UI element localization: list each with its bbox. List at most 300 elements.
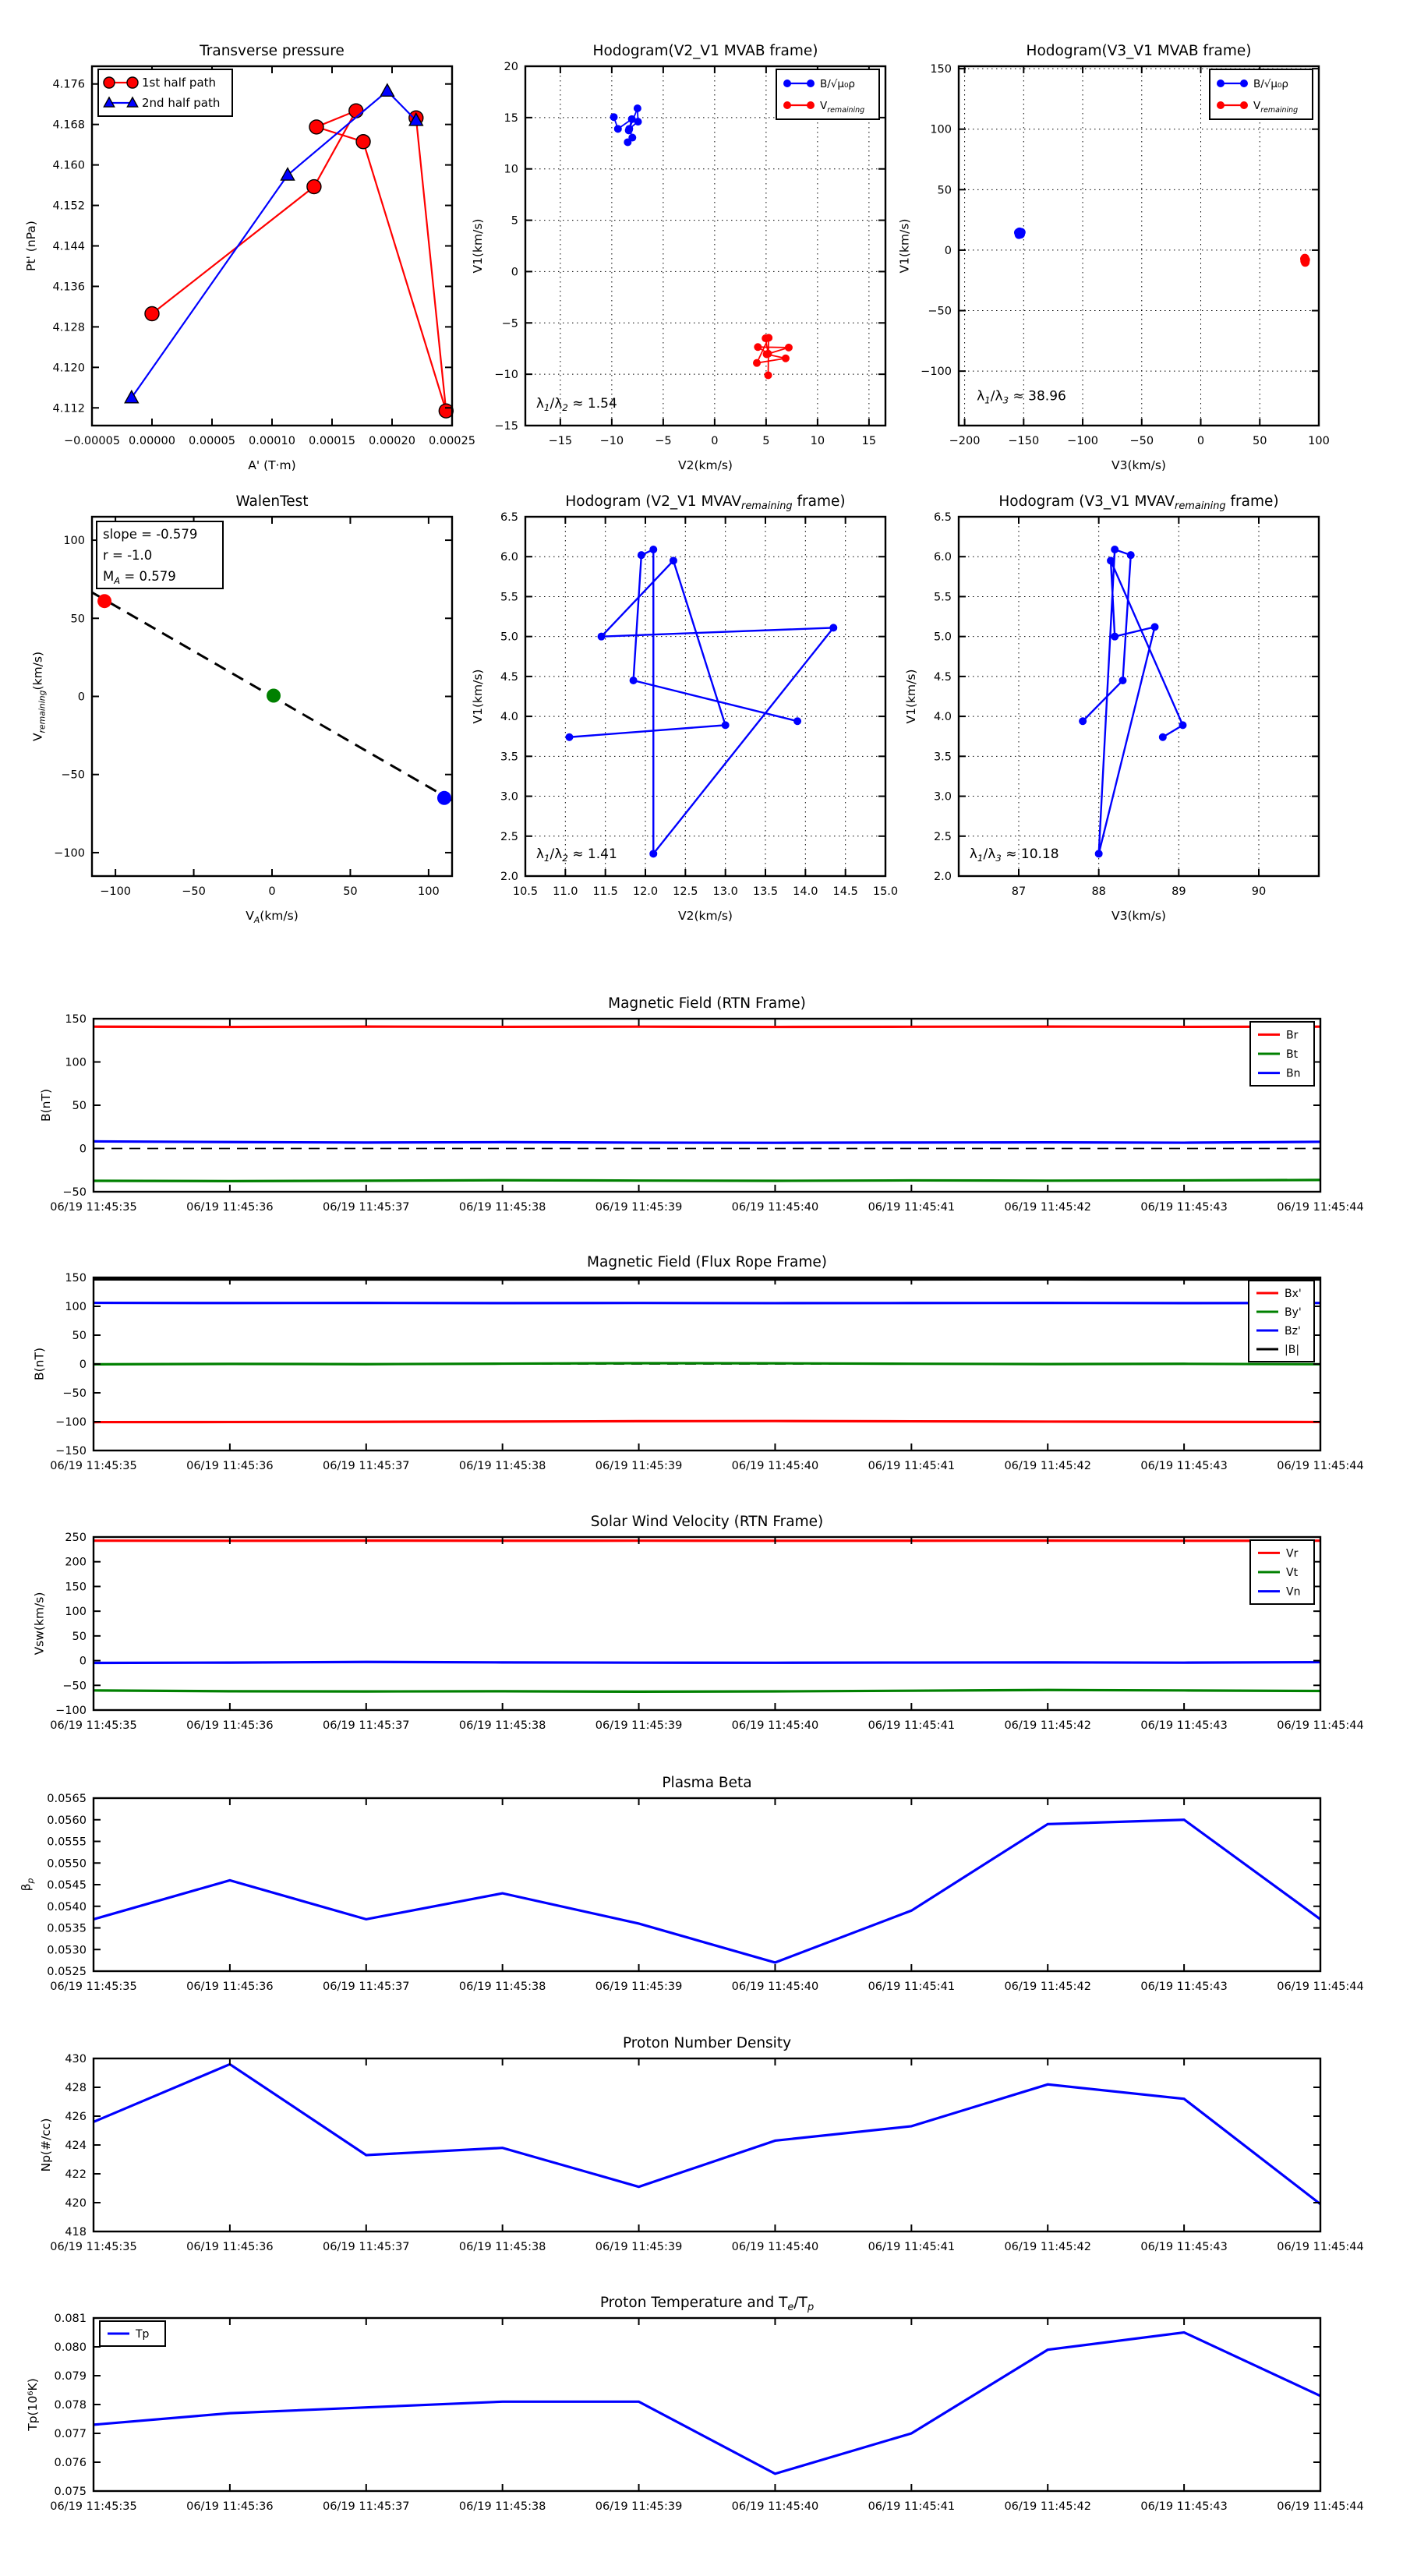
x-tick-label: 06/19 11:45:41 (868, 1460, 956, 1472)
y-tick-label: 422 (65, 2168, 87, 2181)
annotation: $\lambda_1/\lambda_2 \approx 1.54$ (536, 396, 617, 413)
y-tick-label: 0.0565 (47, 1793, 87, 1805)
x-tick-label: 06/19 11:45:44 (1277, 1719, 1364, 1732)
x-axis-label: V2(km/s) (678, 909, 733, 923)
x-tick-label: 15.0 (873, 885, 898, 898)
y-tick-label: 5.5 (934, 591, 952, 603)
panel-title: Magnetic Field (Flux Rope Frame) (587, 1254, 827, 1270)
y-tick-label: 0.081 (54, 2313, 87, 2325)
legend (776, 69, 879, 119)
y-tick-label: 4.120 (52, 362, 85, 374)
series-v2v1-path-marker (638, 551, 645, 559)
series-v2v1-path-marker (565, 733, 573, 741)
y-tick-label: 5.0 (500, 631, 518, 644)
y-axis-label: B(nT) (39, 1089, 53, 1122)
y-tick-label: 5 (511, 215, 518, 228)
x-axis-label: A' (T·m) (248, 458, 295, 472)
y-tick-label: 50 (72, 1100, 87, 1112)
x-tick-label: 06/19 11:45:39 (595, 1981, 683, 1993)
series-v2v1-path-marker (670, 557, 677, 564)
y-axis-label: Tp(10⁶K) (26, 2378, 40, 2432)
x-tick-label: 06/19 11:45:38 (459, 1460, 546, 1472)
y-tick-label: 6.0 (934, 551, 952, 564)
series-B-over-sqrt-mu0rho-marker (624, 138, 631, 146)
series-B-over-sqrt-mu0rho-marker (625, 125, 633, 133)
y-tick-label: 5.5 (500, 591, 518, 603)
y-tick-label: 50 (72, 1330, 87, 1342)
y-tick-label: 3.5 (500, 751, 518, 763)
legend-sample-marker (783, 101, 791, 109)
y-tick-label: 4.144 (52, 241, 85, 253)
x-tick-label: 100 (1308, 435, 1330, 447)
y-tick-label: 5.0 (934, 631, 952, 644)
x-tick-label: 06/19 11:45:39 (595, 1460, 683, 1472)
legend-entry-label: B/√μ₀ρ (1253, 78, 1288, 90)
x-tick-label: 06/19 11:45:44 (1277, 2241, 1364, 2253)
y-tick-label: 4.160 (52, 160, 85, 172)
series-v2v1-path-marker (598, 633, 606, 641)
x-axis-label: V3(km/s) (1111, 909, 1166, 923)
y-tick-label: 3.0 (934, 791, 952, 804)
x-tick-label: 06/19 11:45:36 (186, 2241, 274, 2253)
series-v3v1-path-marker (1127, 551, 1135, 559)
x-tick-label: 0.00005 (189, 435, 235, 447)
x-tick-label: 06/19 11:45:35 (50, 1460, 137, 1472)
x-tick-label: −50 (182, 885, 206, 898)
x-tick-label: 06/19 11:45:37 (323, 2241, 410, 2253)
x-tick-label: 06/19 11:45:42 (1004, 1460, 1091, 1472)
y-tick-label: 426 (65, 2111, 87, 2123)
x-tick-label: 06/19 11:45:44 (1277, 2500, 1364, 2513)
y-tick-label: 20 (504, 61, 518, 73)
x-tick-label: 06/19 11:45:40 (732, 2241, 819, 2253)
legend (100, 2321, 165, 2346)
x-tick-label: 06/19 11:45:36 (186, 2500, 274, 2513)
x-tick-label: 0.00000 (129, 435, 175, 447)
legend-sample-marker (1217, 80, 1225, 87)
x-tick-label: 06/19 11:45:38 (459, 2500, 546, 2513)
series-By' (94, 1363, 1320, 1364)
y-tick-label: 0 (78, 691, 85, 704)
y-tick-label: 0.0555 (47, 1836, 87, 1849)
series-1st half path-marker (309, 120, 323, 134)
y-tick-label: 420 (65, 2197, 87, 2210)
y-axis-label: $\beta_p$ (19, 1878, 35, 1891)
x-tick-label: 06/19 11:45:36 (186, 1719, 274, 1732)
x-tick-label: 0.00015 (309, 435, 355, 447)
y-axis-label: Vsw(km/s) (33, 1592, 47, 1655)
y-tick-label: 0.075 (54, 2486, 87, 2498)
y-tick-label: −50 (62, 1387, 87, 1400)
y-tick-label: −100 (54, 847, 85, 860)
series-1st half path-marker (439, 404, 453, 418)
legend-sample-marker (1240, 80, 1248, 87)
series-B-over-sqrt-mu0rho-marker (1016, 229, 1025, 238)
y-tick-label: 4.128 (52, 321, 85, 334)
y-tick-label: 10 (504, 164, 518, 176)
y-tick-label: 4.5 (934, 671, 952, 684)
legend-entry-label: Br (1286, 1029, 1299, 1041)
y-axis-label: V1(km/s) (904, 670, 918, 724)
series-1st half path-marker (349, 104, 363, 118)
x-tick-label: 15 (862, 435, 876, 447)
legend-entry-label: Bz' (1285, 1325, 1301, 1337)
y-tick-label: −50 (928, 306, 952, 318)
x-tick-label: 06/19 11:45:43 (1140, 1460, 1228, 1472)
legend-entry-label: $V_{remaining}$ (820, 100, 864, 115)
y-tick-label: −50 (61, 769, 85, 782)
y-tick-label: 150 (65, 1581, 87, 1593)
y-tick-label: 250 (65, 1532, 87, 1544)
y-tick-label: 200 (65, 1557, 87, 1569)
x-tick-label: −100 (100, 885, 131, 898)
legend-sample-marker (1240, 101, 1248, 109)
legend (1250, 1022, 1314, 1086)
x-tick-label: 50 (343, 885, 357, 898)
x-tick-label: −10 (600, 435, 624, 447)
x-tick-label: 13.0 (713, 885, 738, 898)
y-axis-label: V1(km/s) (471, 219, 485, 274)
y-tick-label: 0.0540 (47, 1901, 87, 1913)
x-tick-label: 06/19 11:45:39 (595, 1719, 683, 1732)
series-B-over-sqrt-mu0rho-marker (634, 118, 642, 125)
series-V-remaining-marker (785, 344, 793, 352)
x-tick-label: 06/19 11:45:37 (323, 1981, 410, 1993)
y-tick-label: 15 (504, 112, 518, 125)
x-tick-label: 06/19 11:45:44 (1277, 1201, 1364, 1214)
series-B-over-sqrt-mu0rho-marker (614, 125, 622, 133)
legend-sample-marker (1217, 101, 1225, 109)
legend-sample-marker (127, 77, 138, 88)
y-tick-label: 2.0 (934, 871, 952, 883)
y-tick-label: 4.152 (52, 200, 85, 213)
x-tick-label: 14.5 (833, 885, 858, 898)
x-tick-label: 87 (1012, 885, 1026, 898)
series-v3v1-path-marker (1107, 557, 1115, 564)
legend-entry-label: B/√μ₀ρ (820, 78, 855, 90)
y-tick-label: 3.0 (500, 791, 518, 804)
info-box-line: $M_A = 0.579$ (103, 569, 176, 586)
series-v2v1-path-marker (829, 624, 837, 631)
series-v2v1-path-marker (649, 546, 657, 553)
series-Bx' (94, 1421, 1320, 1422)
series-v3v1-path-marker (1179, 721, 1186, 729)
x-tick-label: 06/19 11:45:39 (595, 2241, 683, 2253)
y-tick-label: 100 (65, 1057, 87, 1069)
y-tick-label: 428 (65, 2082, 87, 2094)
x-tick-label: 06/19 11:45:43 (1140, 2241, 1228, 2253)
x-tick-label: 06/19 11:45:42 (1004, 2500, 1091, 2513)
x-tick-label: 06/19 11:45:41 (868, 1981, 956, 1993)
x-tick-label: 06/19 11:45:35 (50, 2241, 137, 2253)
x-tick-label: 06/19 11:45:38 (459, 2241, 546, 2253)
y-tick-label: −10 (494, 369, 518, 381)
y-tick-label: 100 (65, 1301, 87, 1313)
panel-title: Proton Number Density (623, 2035, 791, 2051)
y-tick-label: 0.0525 (47, 1966, 87, 1978)
legend-entry-label: By' (1285, 1306, 1302, 1319)
x-tick-label: 06/19 11:45:44 (1277, 1460, 1364, 1472)
y-tick-label: 0.078 (54, 2399, 87, 2412)
x-tick-label: 06/19 11:45:40 (732, 1981, 819, 1993)
y-tick-label: 0.080 (54, 2341, 87, 2354)
legend-entry-label: 2nd half path (142, 96, 220, 110)
x-tick-label: 10 (811, 435, 825, 447)
x-tick-label: 06/19 11:45:43 (1140, 1201, 1228, 1214)
series-V-remaining-marker (782, 355, 790, 362)
x-tick-label: 06/19 11:45:35 (50, 1981, 137, 1993)
panel-title: Solar Wind Velocity (RTN Frame) (591, 1514, 823, 1530)
annotation: $\lambda_1/\lambda_3 \approx 10.18$ (970, 846, 1059, 864)
series-point-2nd-half-marker (437, 791, 451, 805)
x-tick-label: 88 (1091, 885, 1105, 898)
series-Bn (94, 1141, 1320, 1143)
series-v3v1-path-marker (1111, 633, 1119, 641)
x-tick-label: 06/19 11:45:43 (1140, 1719, 1228, 1732)
series-V-remaining-marker (753, 359, 761, 367)
y-tick-label: 3.5 (934, 751, 952, 763)
y-tick-label: 6.5 (934, 511, 952, 524)
y-tick-label: 50 (72, 1631, 87, 1643)
legend-entry-label: Bn (1286, 1068, 1300, 1080)
legend (1210, 69, 1313, 119)
x-tick-label: 06/19 11:45:43 (1140, 2500, 1228, 2513)
x-tick-label: 06/19 11:45:42 (1004, 2241, 1091, 2253)
y-tick-label: 0 (945, 245, 952, 257)
legend (1249, 1281, 1314, 1362)
x-tick-label: 06/19 11:45:41 (868, 1201, 956, 1214)
y-tick-label: 2.5 (934, 831, 952, 843)
y-tick-label: 0.0550 (47, 1857, 87, 1870)
legend-entry-label: Tp (135, 2328, 150, 2341)
x-tick-label: 06/19 11:45:37 (323, 2500, 410, 2513)
x-axis-label: V3(km/s) (1111, 458, 1166, 472)
x-tick-label: 06/19 11:45:43 (1140, 1981, 1228, 1993)
legend-entry-label: Bt (1286, 1048, 1299, 1061)
y-axis-label: Np(#/cc) (39, 2118, 53, 2172)
panel-title: Hodogram(V2_V1 MVAB frame) (593, 43, 818, 59)
y-tick-label: 150 (930, 63, 952, 76)
x-tick-label: −0.00005 (64, 435, 120, 447)
x-tick-label: 06/19 11:45:38 (459, 1981, 546, 1993)
y-tick-label: 0 (511, 266, 518, 278)
x-tick-label: 06/19 11:45:44 (1277, 1981, 1364, 1993)
y-tick-label: 4.5 (500, 671, 518, 684)
series-point-1st-half-marker (97, 594, 111, 608)
x-tick-label: 06/19 11:45:42 (1004, 1981, 1091, 1993)
series-v2v1-path-marker (630, 677, 638, 684)
x-tick-label: 06/19 11:45:41 (868, 1719, 956, 1732)
panel-title: Plasma Beta (662, 1775, 751, 1791)
series-v3v1-path-marker (1095, 850, 1103, 857)
y-tick-label: 100 (63, 535, 85, 547)
x-tick-label: 10.5 (513, 885, 538, 898)
y-tick-label: −150 (55, 1445, 87, 1458)
series-B-over-sqrt-mu0rho-marker (610, 113, 618, 121)
x-tick-label: 06/19 11:45:37 (323, 1201, 410, 1214)
info-box-line: slope = -0.579 (103, 527, 197, 542)
series-1st half path-marker (307, 180, 321, 194)
x-tick-label: −100 (1067, 435, 1098, 447)
y-tick-label: 0.0535 (47, 1923, 87, 1935)
y-tick-label: 100 (930, 124, 952, 136)
legend-entry-label: Vn (1286, 1586, 1300, 1599)
y-axis-label: V1(km/s) (471, 670, 485, 724)
x-tick-label: 11.0 (553, 885, 578, 898)
series-v3v1-path-marker (1079, 717, 1087, 725)
series-v3v1-path-marker (1111, 546, 1119, 553)
y-tick-label: −100 (55, 1705, 87, 1717)
x-tick-label: 06/19 11:45:35 (50, 2500, 137, 2513)
legend-sample-marker (783, 80, 791, 87)
x-tick-label: −200 (949, 435, 981, 447)
x-tick-label: 89 (1172, 885, 1186, 898)
series-v2v1-path-marker (649, 850, 657, 857)
y-tick-label: 4.0 (934, 711, 952, 723)
y-tick-label: 0.077 (54, 2428, 87, 2440)
x-tick-label: 14.0 (793, 885, 818, 898)
y-tick-label: 4.0 (500, 711, 518, 723)
y-tick-label: 50 (71, 613, 85, 625)
legend-sample-marker (807, 101, 815, 109)
y-tick-label: 430 (65, 2053, 87, 2065)
y-tick-label: 0 (80, 1359, 87, 1371)
legend-entry-label: |B| (1285, 1344, 1299, 1356)
x-tick-label: 0 (711, 435, 718, 447)
panel-title: WalenTest (235, 493, 308, 510)
y-tick-label: 0.0530 (47, 1944, 87, 1956)
series-Vn (94, 1662, 1320, 1663)
y-tick-label: −15 (494, 420, 518, 433)
y-tick-label: 50 (938, 184, 952, 196)
x-tick-label: 06/19 11:45:40 (732, 2500, 819, 2513)
legend (98, 69, 232, 116)
series-Bt (94, 1180, 1320, 1181)
x-tick-label: 0.00025 (429, 435, 475, 447)
x-tick-label: −50 (1129, 435, 1154, 447)
legend-entry-label: Bx' (1285, 1288, 1302, 1300)
y-tick-label: 150 (65, 1272, 87, 1284)
x-tick-label: 100 (418, 885, 440, 898)
x-tick-label: 11.5 (593, 885, 618, 898)
x-tick-label: 06/19 11:45:42 (1004, 1201, 1091, 1214)
y-tick-label: −100 (921, 366, 952, 378)
y-tick-label: 4.112 (52, 402, 85, 415)
y-tick-label: 0.0545 (47, 1879, 87, 1892)
y-axis-label: V1(km/s) (898, 219, 912, 274)
y-tick-label: 0.076 (54, 2457, 87, 2469)
x-tick-label: 06/19 11:45:42 (1004, 1719, 1091, 1732)
x-tick-label: −150 (1008, 435, 1039, 447)
x-tick-label: 0 (1197, 435, 1204, 447)
y-tick-label: 0.079 (54, 2370, 87, 2383)
y-tick-label: 150 (65, 1013, 87, 1026)
x-tick-label: 13.5 (753, 885, 778, 898)
x-tick-label: 12.0 (633, 885, 658, 898)
x-tick-label: 06/19 11:45:35 (50, 1201, 137, 1214)
y-tick-label: 2.0 (500, 871, 518, 883)
y-axis-label: $V_{remaining}(km/s)$ (31, 652, 48, 741)
series-v3v1-path-marker (1119, 677, 1126, 684)
series-1st half path-marker (145, 307, 159, 321)
x-tick-label: 06/19 11:45:39 (595, 2500, 683, 2513)
y-tick-label: 6.5 (500, 511, 518, 524)
x-tick-label: 06/19 11:45:36 (186, 1981, 274, 1993)
panel-title: Magnetic Field (RTN Frame) (608, 995, 806, 1012)
series-1st half path-marker (356, 135, 370, 149)
series-B-over-sqrt-mu0rho-marker (634, 104, 641, 112)
legend-entry-label: 1st half path (142, 76, 216, 90)
x-tick-label: 5 (762, 435, 769, 447)
y-tick-label: −100 (55, 1416, 87, 1429)
info-box-line: r = -1.0 (103, 548, 152, 563)
panel-title: Transverse pressure (199, 43, 345, 59)
x-axis-label: V2(km/s) (678, 458, 733, 472)
annotation: $\lambda_1/\lambda_3 \approx 38.96$ (977, 389, 1066, 406)
x-tick-label: 50 (1253, 435, 1267, 447)
y-tick-label: 424 (65, 2140, 87, 2152)
panel-title: Hodogram (V3_V1 $MVAV_{remaining}$ frame) (998, 493, 1278, 512)
series-V-remaining-marker (765, 334, 772, 341)
x-tick-label: −5 (655, 435, 671, 447)
y-tick-label: −50 (62, 1680, 87, 1692)
series-V-remaining-marker (765, 371, 772, 379)
y-tick-label: 2.5 (500, 831, 518, 843)
x-tick-label: 06/19 11:45:40 (732, 1460, 819, 1472)
x-tick-label: 06/19 11:45:38 (459, 1719, 546, 1732)
x-tick-label: 0 (268, 885, 275, 898)
legend-entry-label: Vr (1286, 1547, 1299, 1560)
x-tick-label: 06/19 11:45:41 (868, 2500, 956, 2513)
x-tick-label: 06/19 11:45:35 (50, 1719, 137, 1732)
legend (1250, 1540, 1314, 1604)
info-box (97, 521, 223, 588)
x-axis-label: $V_A(km/s)$ (246, 909, 299, 925)
y-tick-label: 4.176 (52, 79, 85, 91)
y-axis-label: B(nT) (33, 1348, 47, 1380)
x-tick-label: 06/19 11:45:36 (186, 1460, 274, 1472)
y-tick-label: −50 (62, 1186, 87, 1199)
x-tick-label: 06/19 11:45:41 (868, 2241, 956, 2253)
y-tick-label: 418 (65, 2226, 87, 2239)
x-tick-label: 06/19 11:45:37 (323, 1460, 410, 1472)
x-tick-label: 06/19 11:45:39 (595, 1201, 683, 1214)
x-tick-label: 0.00020 (369, 435, 415, 447)
y-tick-label: 0 (80, 1655, 87, 1668)
y-tick-label: −5 (502, 317, 518, 330)
series-V-remaining-marker (754, 343, 762, 351)
panel-title: Proton Temperature and $T_e/T_p$ (600, 2295, 814, 2313)
y-tick-label: 4.136 (52, 281, 85, 293)
x-tick-label: 12.5 (673, 885, 698, 898)
x-tick-label: 06/19 11:45:40 (732, 1201, 819, 1214)
y-tick-label: 4.168 (52, 119, 85, 132)
y-tick-label: 100 (65, 1606, 87, 1618)
series-v3v1-path-marker (1159, 733, 1167, 741)
y-tick-label: 0 (80, 1143, 87, 1156)
x-tick-label: 90 (1252, 885, 1266, 898)
x-tick-label: 0.00010 (249, 435, 295, 447)
series-point-center-marker (267, 688, 281, 702)
x-tick-label: 06/19 11:45:38 (459, 1201, 546, 1214)
series-v2v1-path-marker (722, 721, 730, 729)
legend-sample-marker (807, 80, 815, 87)
x-tick-label: 06/19 11:45:36 (186, 1201, 274, 1214)
y-tick-label: 0.0560 (47, 1815, 87, 1827)
legend-sample-marker (104, 77, 115, 88)
panel-title: Hodogram(V3_V1 MVAB frame) (1027, 43, 1252, 59)
series-v3v1-path-marker (1151, 623, 1159, 631)
